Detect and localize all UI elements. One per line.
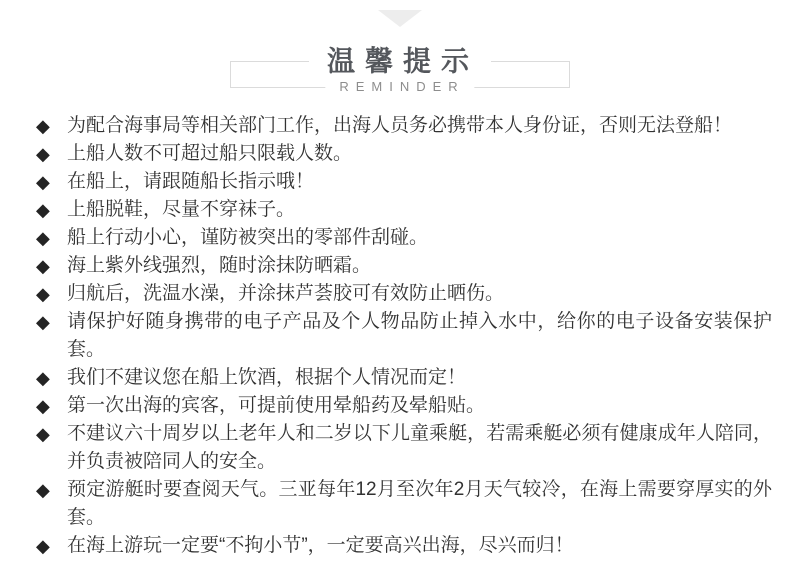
list-item	[36, 532, 772, 560]
list-item	[36, 364, 772, 392]
page-subtitle: REMINDER	[325, 78, 474, 96]
list-item-text: 第一次出海的宾客，可提前使用晕船药及晕船贴。	[67, 395, 486, 416]
header-frame	[230, 45, 570, 94]
diamond-bullet-icon: ◆	[36, 312, 50, 332]
list-item	[36, 392, 772, 420]
list-item	[36, 308, 772, 364]
diamond-bullet-icon: ◆	[36, 368, 50, 388]
list-item-text: 海上紫外线强烈，随时涂抹防晒霜。	[67, 255, 372, 276]
diamond-bullet-icon: ◆	[36, 200, 50, 220]
list-item	[36, 168, 772, 196]
diamond-bullet-icon: ◆	[36, 480, 50, 500]
page-title: 温馨提示	[309, 47, 491, 78]
list-item-text: 船上行动小心，谨防被突出的零部件刮碰。	[67, 227, 429, 248]
list-item	[36, 252, 772, 280]
list-item-text: 不建议六十周岁以上老年人和二岁以下儿童乘艇，若需乘艇必须有健康成年人陪同，并负责被陪同人的安全。	[67, 423, 772, 472]
list-item	[36, 280, 772, 308]
list-item-text: 预定游艇时要查阅天气。三亚每年12月至次年2月天气较冷，在海上需要穿厚实的外套。	[67, 479, 772, 528]
list-item-text: 我们不建议您在船上饮酒，根据个人情况而定！	[67, 367, 467, 388]
list-item	[36, 224, 772, 252]
list-item	[36, 140, 772, 168]
diamond-bullet-icon: ◆	[36, 228, 50, 248]
list-item	[36, 196, 772, 224]
list-item-text: 为配合海事局等相关部门工作，出海人员务必携带本人身份证，否则无法登船！	[67, 115, 733, 136]
diamond-bullet-icon: ◆	[36, 256, 50, 276]
list-item-text: 上船人数不可超过船只限载人数。	[67, 143, 353, 164]
down-triangle-icon	[378, 10, 422, 27]
list-item	[36, 112, 772, 140]
list-item-text: 在船上，请跟随船长指示哦！	[67, 171, 315, 192]
diamond-bullet-icon: ◆	[36, 116, 50, 136]
diamond-bullet-icon: ◆	[36, 172, 50, 192]
diamond-bullet-icon: ◆	[36, 536, 50, 556]
reminder-list	[36, 112, 772, 560]
list-item	[36, 476, 772, 532]
diamond-bullet-icon: ◆	[36, 424, 50, 444]
diamond-bullet-icon: ◆	[36, 396, 50, 416]
list-item-text: 归航后，洗温水澡，并涂抹芦荟胶可有效防止晒伤。	[67, 283, 505, 304]
list-item	[36, 420, 772, 476]
list-item-text: 上船脱鞋，尽量不穿袜子。	[67, 199, 296, 220]
list-item-text: 在海上游玩一定要“不拘小节”，一定要高兴出海，尽兴而归！	[67, 535, 574, 556]
diamond-bullet-icon: ◆	[36, 144, 50, 164]
diamond-bullet-icon: ◆	[36, 284, 50, 304]
list-item-text: 请保护好随身携带的电子产品及个人物品防止掉入水中，给你的电子设备安装保护套。	[67, 311, 772, 360]
